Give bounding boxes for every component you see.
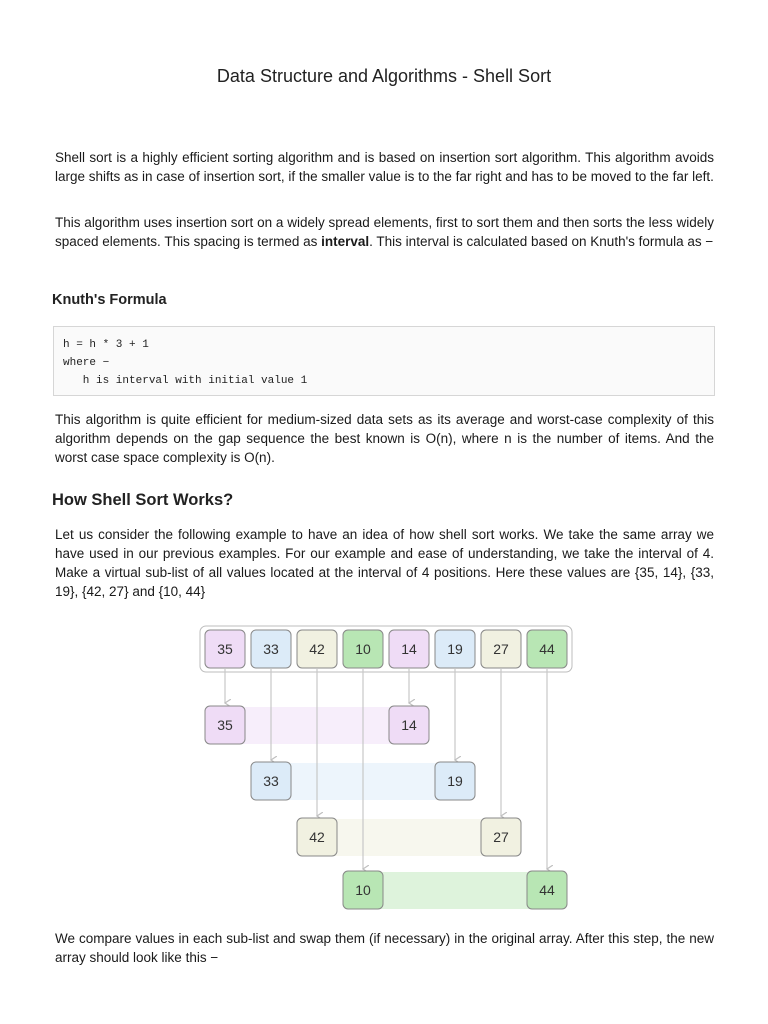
intro-text-after: . This interval is calculated based on Knuth's formula as − <box>369 234 714 249</box>
sublist-3-value-1: 42 <box>309 829 325 845</box>
code-line-2: where − <box>63 357 110 369</box>
sublist-band-2 <box>272 763 456 800</box>
sublist-band-4 <box>364 872 548 909</box>
sublist-band-1 <box>226 707 410 744</box>
array-value-8: 44 <box>539 641 555 657</box>
sublist-2-value-1: 33 <box>263 773 279 789</box>
array-value-1: 35 <box>217 641 233 657</box>
page-title: Data Structure and Algorithms - Shell Sort <box>216 66 552 86</box>
sublist-3-value-2: 27 <box>493 829 509 845</box>
knuth-heading: Knuth's Formula <box>52 292 167 308</box>
sublist-band-3 <box>318 819 502 856</box>
code-line-3: h is interval with initial value 1 <box>63 375 308 387</box>
array-value-2: 33 <box>263 641 279 657</box>
array-value-3: 42 <box>309 641 325 657</box>
outro-paragraph: We compare values in each sub-list and swap them (if necessary) in the original array. After this step, the new array should look like this − <box>55 931 714 965</box>
array-value-7: 27 <box>493 641 509 657</box>
interval-term: interval <box>321 234 370 249</box>
intro-text-before: This algorithm uses insertion sort on a widely spread elements, first to sort them and then sorts the less widely spaced elements. This spacing is termed as <box>55 215 714 249</box>
array-value-4: 10 <box>355 641 371 657</box>
sublist-1-value-1: 35 <box>217 717 233 733</box>
sublist-4-value-2: 44 <box>539 882 555 898</box>
complexity-paragraph: This algorithm is quite efficient for medium-sized data sets as its average and worst-case complexity of this algorithm depends on the gap sequence the best known is Ο(n), where n is the number of items. And the worst case space complexity is O(n). <box>55 412 714 465</box>
intro-paragraph-1: Shell sort is a highly efficient sorting algorithm and is based on insertion sort algorithm. This algorithm avoids large shifts as in case of insertion sort, if the smaller value is to the far right and has to be moved to the far left. <box>55 150 714 184</box>
how-heading: How Shell Sort Works? <box>52 491 234 509</box>
sublist-4-value-1: 10 <box>355 882 371 898</box>
how-paragraph: Let us consider the following example to have an idea of how shell sort works. We take the same array we have used in our previous examples. For our example and ease of understanding, we take the interval of 4. Make a virtual sub-list of all values located at the interval of 4 positions. Here these values are {35, 14}, {33, 19}, {42, 27} and {10, 44} <box>55 527 714 599</box>
code-line-1: h = h * 3 + 1 <box>63 339 149 351</box>
sublist-1-value-2: 14 <box>401 717 417 733</box>
array-value-6: 19 <box>447 641 463 657</box>
sublist-2-value-2: 19 <box>447 773 463 789</box>
array-value-5: 14 <box>401 641 417 657</box>
